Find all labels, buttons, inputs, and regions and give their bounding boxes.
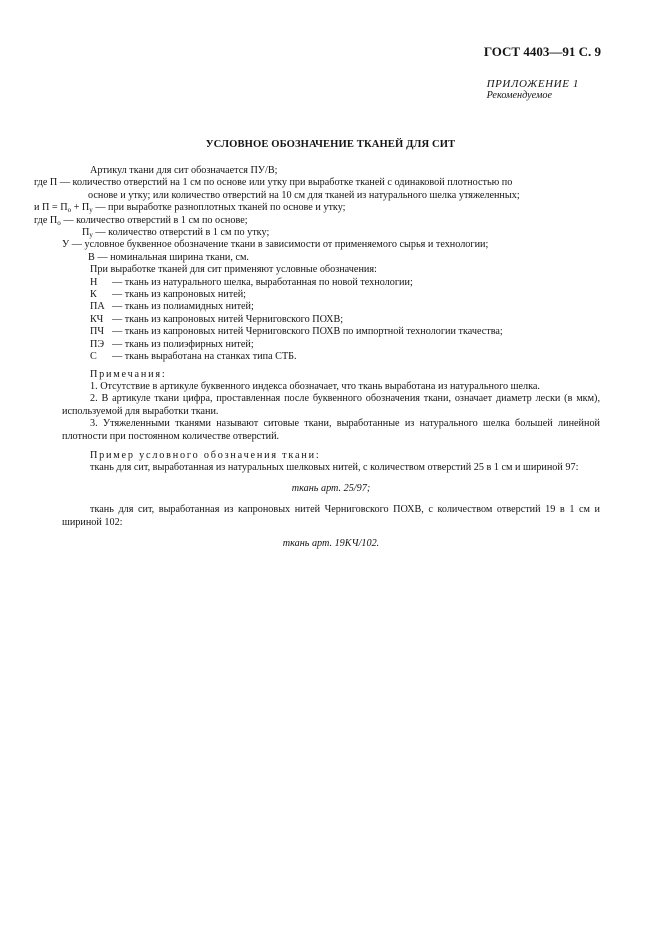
example-case: ткань для сит, выработанная из капроновых нитей Черниговского ПОХВ, с количеством отверстий 19 в 1 см и шириной 102: [62, 504, 600, 528]
example-case: ткань для сит, выработанная из натуральных шелковых нитей, с количеством отверстий 25 в 1 см и шириной 97: [90, 462, 579, 474]
appendix-label: ПРИЛОЖЕНИЕ 1 [486, 78, 579, 90]
subscript: у [89, 231, 93, 240]
page-header-doc-ref: ГОСТ 4403—91 С. 9 [483, 44, 601, 59]
designation-text: — ткань выработана на станках типа СТБ. [112, 351, 297, 363]
intro-line: где П — количество отверстий на 1 см по основе или утку при выработке тканей с одинаковой плотностью по [34, 177, 513, 189]
designation-item [90, 339, 600, 351]
designation-code: КЧ [90, 313, 104, 325]
intro-text: — при выработке разноплотных тканей по основе и утку; [92, 202, 346, 214]
example-heading: Пример условного обозначения ткани: [90, 449, 321, 461]
designation-text: — ткань из полиэфирных нитей; [112, 338, 254, 350]
subscript: у [89, 206, 93, 215]
designation-code: ПЧ [90, 326, 104, 338]
intro-text: + П [71, 202, 90, 214]
example-code: ткань арт. 25/97; [291, 482, 371, 494]
appendix-label-block [487, 78, 579, 103]
appendix-status: Рекомендуемое [486, 90, 553, 102]
section-title: УСЛОВНОЕ ОБОЗНАЧЕНИЕ ТКАНЕЙ ДЛЯ СИТ [205, 139, 456, 150]
intro-line: В — номинальная ширина ткани, см. [88, 251, 249, 263]
document-body [34, 165, 600, 556]
example-code: ткань арт. 19КЧ/102. [282, 537, 380, 549]
intro-text: П [82, 227, 90, 239]
designation-text: — ткань из натурального шелка, выработанная по новой технологии; [112, 276, 413, 288]
designation-item [90, 351, 600, 363]
notes-heading: Примечания: [90, 368, 167, 380]
subscript: о [67, 206, 72, 215]
designation-code: Н [90, 276, 98, 288]
designation-text: — ткань из капроновых нитей Черниговского ПОХВ по импортной технологии ткачества; [112, 326, 503, 338]
subscript: о [57, 218, 61, 227]
designation-text: — ткань из капроновых нитей Черниговского ПОХВ; [112, 313, 344, 325]
designation-item [90, 277, 600, 289]
designation-item [90, 301, 600, 313]
note-item: 2. В артикуле ткани цифра, проставленная после буквенного обозначения ткани, означает диаметр лески (в мкм), используемой для выработки ткани. [62, 393, 600, 417]
designation-code: С [90, 351, 97, 363]
intro-line [34, 215, 600, 227]
designation-text: — ткань из полиамидных нитей; [112, 301, 254, 313]
designation-item [90, 314, 600, 326]
intro-text: и П = П [34, 202, 68, 214]
intro-text: — количество отверстий в 1 см по утку; [92, 227, 270, 239]
designation-item [90, 289, 600, 301]
intro-line [62, 227, 600, 239]
designations-lead: При выработке тканей для сит применяют условные обозначения: [90, 264, 377, 276]
intro-text: где П [34, 214, 58, 226]
note-item: 1. Отсутствие в артикуле буквенного индекса обозначает, что ткань выработана из натурального шелка. [90, 380, 540, 392]
designation-code: ПА [90, 301, 105, 313]
designation-list [62, 277, 600, 364]
intro-line [34, 202, 600, 214]
note-item: 3. Утяжеленными тканями называют ситовые ткани, выработанные из натурального шелка большей линейной плотности при постоянном количестве отверстий. [62, 418, 600, 442]
designation-code: ПЭ [90, 338, 105, 350]
intro-line: У — условное буквенное обозначение ткани в зависимости от применяемого сырья и технологии; [62, 239, 489, 251]
intro-text: — количество отверстий в 1 см по основе; [60, 214, 248, 226]
designation-text: — ткань из капроновых нитей; [112, 289, 246, 301]
designation-item [90, 326, 600, 338]
intro-line: Артикул ткани для сит обозначается ПУ/В; [90, 165, 278, 176]
intro-line: основе и утку; или количество отверстий на 10 см для тканей из натурального шелка утяжеленных; [88, 189, 520, 201]
designation-code: К [90, 289, 97, 301]
